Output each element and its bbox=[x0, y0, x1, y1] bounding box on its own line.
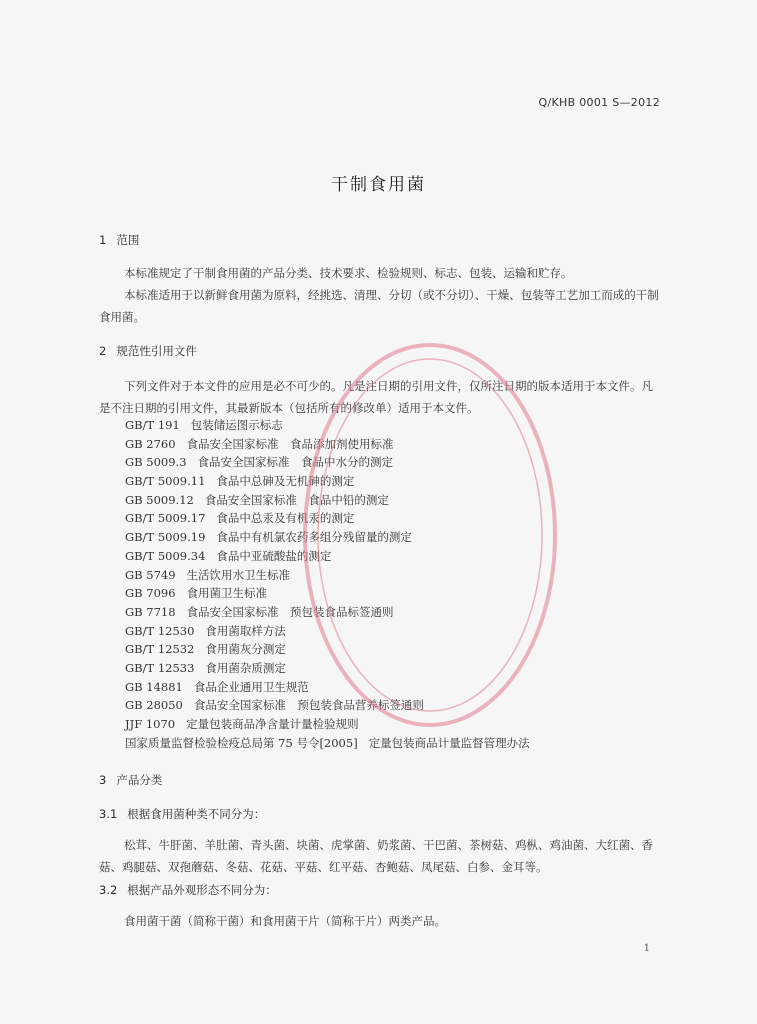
section-title: 根据产品外观形态不同分为： bbox=[127, 883, 277, 897]
reference-name: 食品中亚硫酸盐的测定 bbox=[216, 548, 332, 563]
reference-name: 食用菌卫生标准 bbox=[186, 586, 268, 601]
reference-name: 食用菌灰分测定 bbox=[205, 642, 286, 657]
section-title: 规范性引用文件 bbox=[116, 344, 197, 358]
reference-code: GB/T 12533 bbox=[125, 660, 195, 675]
reference-item bbox=[125, 528, 530, 547]
reference-item bbox=[125, 472, 530, 491]
reference-code: GB 28050 bbox=[125, 698, 183, 713]
section-2-heading bbox=[99, 343, 197, 359]
reference-name: 食品中总砷及无机砷的测定 bbox=[216, 474, 355, 489]
reference-item bbox=[125, 659, 530, 678]
section-number: 3.1 bbox=[99, 807, 118, 821]
reference-code: GB/T 12532 bbox=[125, 642, 195, 657]
reference-code: GB 7096 bbox=[125, 586, 176, 601]
reference-name: 包装储运图示标志 bbox=[190, 418, 283, 432]
reference-item bbox=[125, 734, 530, 753]
reference-code: GB/T 5009.34 bbox=[125, 548, 206, 563]
section-number: 3.2 bbox=[99, 883, 118, 897]
reference-code: GB/T 191 bbox=[125, 418, 180, 432]
section-3-2-heading bbox=[99, 882, 277, 898]
reference-item bbox=[125, 416, 530, 435]
reference-code: GB/T 5009.19 bbox=[125, 530, 206, 545]
document-title: 干制食用菌 bbox=[331, 175, 426, 195]
reference-code: JJF 1070 bbox=[125, 717, 176, 731]
scope-paragraph-1: 本标准规定了干制食用菌的产品分类、技术要求、检验规则、标志、包装、运输和贮存。 bbox=[124, 266, 573, 280]
section-number: 1 bbox=[99, 233, 107, 247]
reference-item bbox=[125, 584, 530, 603]
reference-name: 生活饮用水卫生标准 bbox=[186, 567, 291, 582]
section-number: 2 bbox=[99, 344, 107, 358]
section-3-heading bbox=[99, 772, 162, 788]
section-1-heading bbox=[99, 232, 139, 248]
reference-item bbox=[125, 491, 530, 510]
section-3-1-heading bbox=[99, 806, 265, 822]
reference-name: 食用菌杂质测定 bbox=[205, 660, 286, 675]
reference-item bbox=[125, 453, 530, 472]
reference-list bbox=[125, 416, 530, 752]
reference-name: 食品安全国家标准 食品添加剂使用标准 bbox=[186, 436, 394, 451]
section-title: 产品分类 bbox=[116, 773, 163, 787]
page-number: 1 bbox=[643, 943, 650, 954]
section-number: 3 bbox=[99, 773, 107, 787]
document-number: Q/KHB 0001 S—2012 bbox=[538, 96, 660, 109]
reference-name: 定量包装商品净含量计量检验规则 bbox=[186, 717, 359, 731]
reference-code: GB 2760 bbox=[125, 436, 176, 451]
species-paragraph: 松茸、牛肝菌、羊肚菌、青头菌、块菌、虎掌菌、奶浆菌、干巴菌、茶树菇、鸡枞、鸡油菌、大红菌、香菇、鸡腿菇、双孢蘑菇、冬菇、花菇、平菇、红平菇、杏鲍菇、凤尾菇、白参、金耳等。 bbox=[99, 838, 653, 874]
reference-code: GB 7718 bbox=[125, 604, 176, 619]
references-intro: 下列文件对于本文件的应用是必不可少的。凡是注日期的引用文件，仅所注日期的版本适用于本文件。凡是不注日期的引用文件，其最新版本（包括所有的修改单）适用于本文件。 bbox=[99, 379, 653, 415]
reference-code: GB/T 12530 bbox=[125, 623, 195, 638]
reference-code: GB 5009.3 bbox=[125, 455, 187, 470]
reference-item bbox=[125, 547, 530, 566]
reference-name: 食用菌取样方法 bbox=[205, 623, 286, 638]
section-title: 范围 bbox=[116, 233, 140, 247]
reference-code: GB 5009.12 bbox=[125, 492, 194, 507]
reference-code: GB/T 5009.17 bbox=[125, 511, 206, 526]
reference-item bbox=[125, 640, 530, 659]
reference-name: 食品企业通用卫生规范 bbox=[193, 679, 309, 694]
reference-name: 食品安全国家标准 食品中水分的测定 bbox=[197, 455, 394, 470]
reference-name: 定量包装商品计量监督管理办法 bbox=[368, 735, 530, 750]
reference-item bbox=[125, 715, 530, 734]
reference-item bbox=[125, 509, 530, 528]
reference-code: GB 5749 bbox=[125, 567, 176, 582]
reference-item bbox=[125, 435, 530, 454]
reference-name: 食品安全国家标准 食品中铅的测定 bbox=[204, 492, 389, 507]
section-title: 根据食用菌种类不同分为： bbox=[127, 807, 266, 821]
reference-item bbox=[125, 678, 530, 697]
reference-item bbox=[125, 566, 530, 585]
reference-item bbox=[125, 696, 530, 715]
scope-paragraph-2: 本标准适用于以新鲜食用菌为原料，经挑选、清理、分切（或不分切）、干燥、包装等工艺加工而成的干制食用菌。 bbox=[99, 288, 659, 324]
reference-name: 食品中有机氯农药多组分残留量的测定 bbox=[216, 530, 412, 545]
reference-name: 食品中总汞及有机汞的测定 bbox=[216, 511, 355, 526]
form-paragraph: 食用菌干菌（简称干菌）和食用菌干片（简称干片）两类产品。 bbox=[124, 914, 446, 928]
reference-name: 食品安全国家标准 预包装食品标签通则 bbox=[186, 604, 394, 619]
reference-item bbox=[125, 603, 530, 622]
reference-code: GB 14881 bbox=[125, 679, 183, 694]
reference-code: GB/T 5009.11 bbox=[125, 474, 206, 489]
reference-code: 国家质量监督检验检疫总局第 75 号令[2005] bbox=[125, 735, 358, 750]
reference-item bbox=[125, 622, 530, 641]
reference-name: 食品安全国家标准 预包装食品营养标签通则 bbox=[193, 698, 424, 713]
